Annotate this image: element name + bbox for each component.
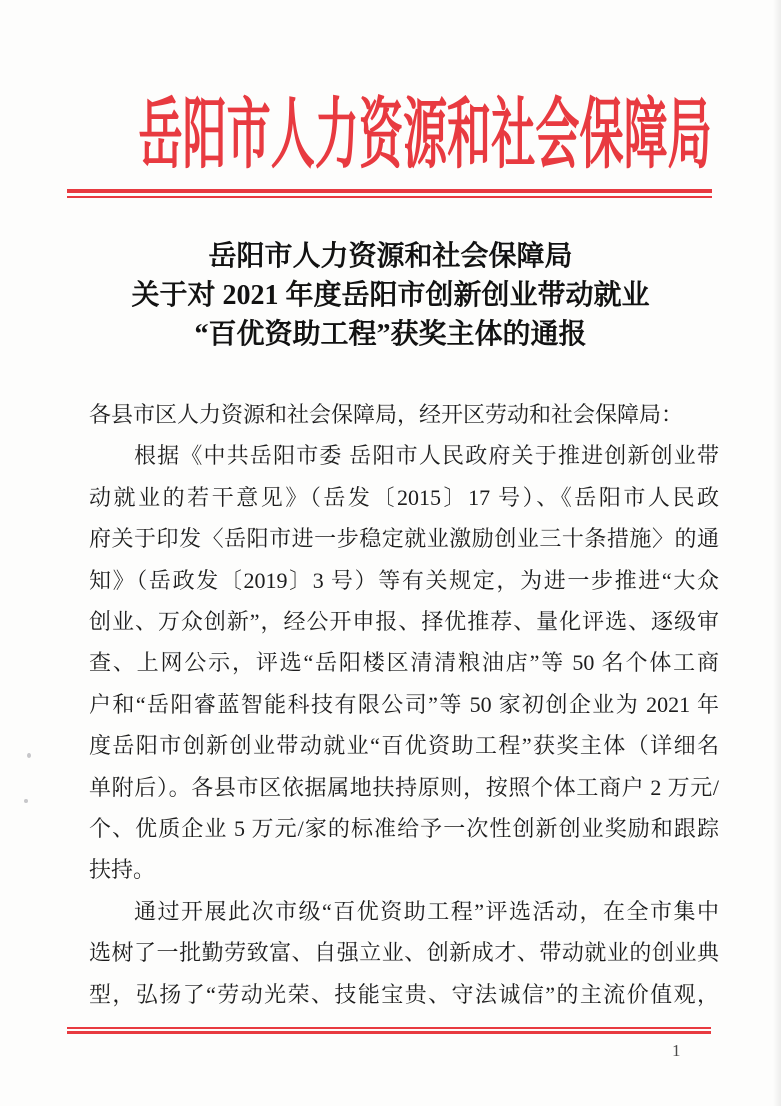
red-header-rule <box>67 189 712 198</box>
body-line: 扶持。 <box>89 857 156 883</box>
body-line: 单附后）。各县市区依据属地扶持原则，按照个体工商户 2 万元/ <box>89 774 719 800</box>
title-line-3: “百优资助工程”获奖主体的通报 <box>194 319 587 350</box>
agency-banner-title: 岳阳市人力资源和社会保障局 <box>138 94 712 179</box>
page-number: 1 <box>672 1041 681 1060</box>
body-line: 个、优质企业 5 万元/家的标准给予一次性创新创业奖励和跟踪 <box>89 816 719 842</box>
body-line: 创业、万众创新”，经公开申报、择优推荐、量化评选、逐级审 <box>89 609 719 635</box>
body-line: 动就业的若干意见》（岳发〔2015〕17 号）、《岳阳市人民政 <box>89 484 719 510</box>
body-line: 选树了一批勤劳致富、自强立业、创新成才、带动就业的创业典 <box>89 940 719 966</box>
body-line: 度岳阳市创新创业带动就业“百优资助工程”获奖主体（详细名 <box>89 733 719 759</box>
title-line-1: 岳阳市人力资源和社会保障局 <box>208 241 573 272</box>
body-line: 府关于印发〈岳阳市进一步稳定就业激励创业三十条措施〉的通 <box>89 526 719 552</box>
body-line: 型，弘扬了“劳动光荣、技能宝贵、守法诚信”的主流价值观， <box>89 981 719 1007</box>
body-line: 通过开展此次市级“百优资助工程”评选活动，在全市集中 <box>134 898 719 924</box>
red-footer-rule <box>67 1027 711 1034</box>
document-title <box>0 237 781 354</box>
salutation-line: 各县市区人力资源和社会保障局，经开区劳动和社会保障局： <box>89 402 684 427</box>
body-line: 查、上网公示，评选“岳阳楼区清清粮油店”等 50 名个体工商 <box>89 650 719 676</box>
document-body <box>89 394 719 1015</box>
body-line: 根据《中共岳阳市委 岳阳市人民政府关于推进创新创业带 <box>134 443 719 469</box>
scan-speck <box>24 799 28 803</box>
scan-speck <box>27 753 31 758</box>
body-line: 户和“岳阳睿蓝智能科技有限公司”等 50 家初创企业为 2021 年 <box>89 691 719 717</box>
title-line-2: 关于对 2021 年度岳阳市创新创业带动就业 <box>131 280 650 311</box>
scan-edge-shadow <box>773 0 781 1106</box>
body-line: 知》（岳政发〔2019〕3 号）等有关规定，为进一步推进“大众 <box>89 567 719 593</box>
